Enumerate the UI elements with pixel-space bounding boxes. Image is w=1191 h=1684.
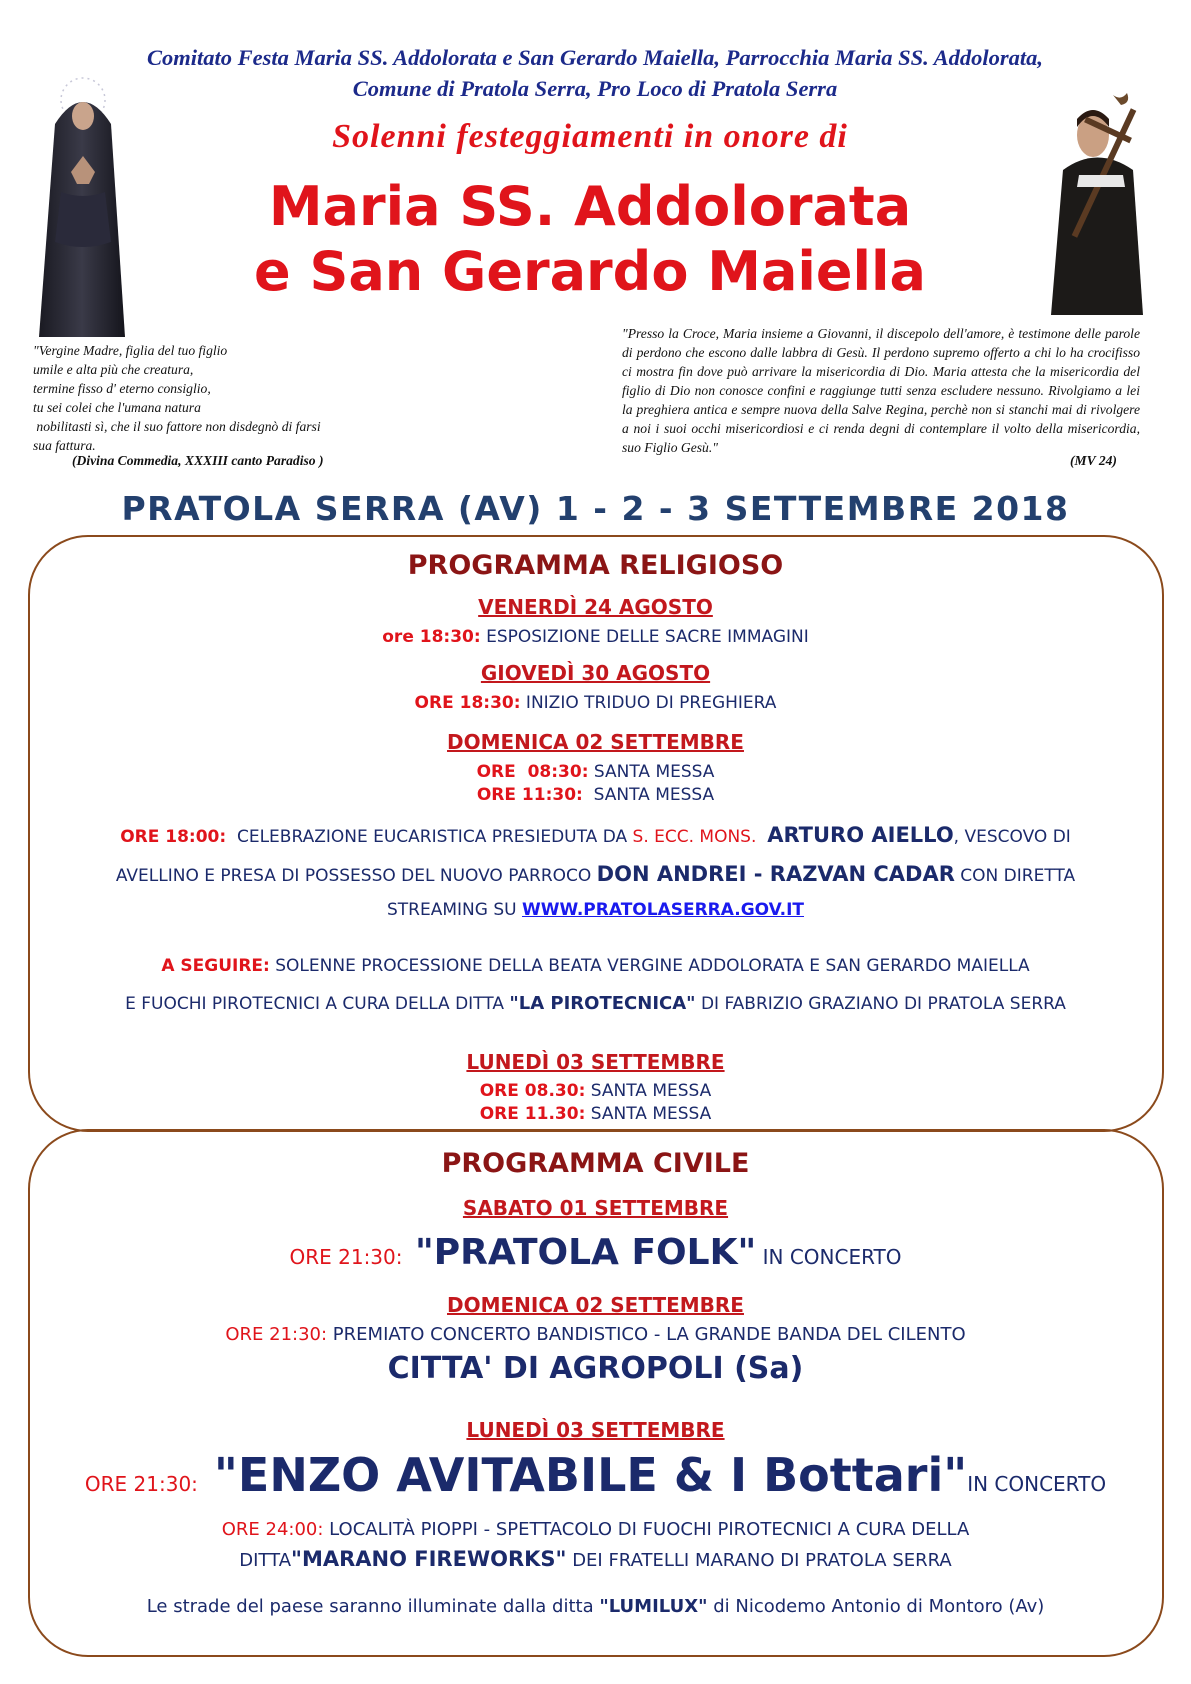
solenni-subtitle: Solenni festeggiamenti in onore di	[332, 118, 848, 155]
place-date-heading: PRATOLA SERRA (AV) 1 - 2 - 3 SETTEMBRE 2018	[121, 489, 1070, 528]
event-text: SANTA MESSA	[582, 785, 715, 805]
time-label: ORE 08.30:	[479, 1081, 586, 1101]
day-heading: SABATO 01 SETTEMBRE	[462, 1196, 729, 1220]
main-title-line2: e San Gerardo Maiella	[254, 240, 926, 303]
time-label: ORE 21:30:	[225, 1324, 328, 1345]
civile-title: PROGRAMMA CIVILE	[441, 1148, 750, 1179]
event-text: STREAMING SU	[387, 900, 522, 920]
schedule-line	[0, 823, 1191, 847]
schedule-line	[0, 785, 1191, 805]
day-heading: VENERDÌ 24 AGOSTO	[478, 595, 713, 619]
main-title-line1: Maria SS. Addolorata	[268, 175, 912, 238]
event-text: DEI FRATELLI MARANO DI PRATOLA SERRA	[566, 1550, 952, 1571]
event-text: SOLENNE PROCESSIONE DELLA BEATA VERGINE ADDOLORATA E SAN GERARDO MAIELLA	[269, 956, 1030, 976]
time-label: ORE 24:00:	[221, 1519, 324, 1540]
event-text: SANTA MESSA	[588, 762, 715, 782]
bishop-name: ARTURO AIELLO	[767, 823, 954, 847]
dante-verse	[33, 341, 413, 455]
time-label: ore 18:30:	[382, 627, 481, 647]
schedule-line	[0, 693, 1191, 713]
footer-note	[0, 1596, 1191, 1617]
day-heading: DOMENICA 02 SETTEMBRE	[447, 730, 744, 754]
mv-citation: (MV 24)	[1070, 453, 1117, 468]
event-text: SANTA MESSA	[585, 1081, 712, 1101]
time-label: ORE 21:30:	[289, 1245, 403, 1269]
event-text: Le strade del paese saranno illuminate dalla ditta	[146, 1596, 600, 1617]
parish-priest-name: DON ANDREI - RAZVAN CADAR	[596, 862, 955, 886]
event-text: AVELLINO E PRESA DI POSSESSO DEL NUOVO PARROCO	[115, 866, 597, 886]
time-label: ORE 08:30:	[476, 762, 589, 782]
bishop-title: S. ECC. MONS.	[632, 827, 757, 847]
schedule-line	[0, 1547, 1191, 1571]
event-text: DITTA	[239, 1550, 292, 1571]
san-gerardo-image	[1043, 75, 1151, 315]
schedule-line	[0, 762, 1191, 782]
event-text: PREMIATO CONCERTO BANDISTICO - LA GRANDE BANDA DEL CILENTO	[327, 1324, 966, 1345]
verse-line: termine fisso d' eterno consiglio,	[33, 381, 211, 396]
lighting-company: "LUMILUX"	[599, 1596, 708, 1617]
act-name: "ENZO AVITABILE & I Bottari"	[197, 1448, 968, 1502]
event-text: IN CONCERTO	[967, 1472, 1107, 1496]
schedule-line	[0, 993, 1191, 1014]
streaming-link[interactable]: WWW.PRATOLASERRA.GOV.IT	[521, 900, 804, 920]
event-text: SANTA MESSA	[585, 1104, 712, 1124]
time-label: ORE 18:00:	[120, 827, 227, 847]
event-text: di Nicodemo Antonio di Montoro (Av)	[707, 1596, 1045, 1617]
dante-citation: (Divina Commedia, XXXIII canto Paradiso )	[72, 453, 324, 468]
schedule-line	[0, 1104, 1191, 1124]
verse-line: sua fattura.	[33, 438, 96, 453]
act-name: "PRATOLA FOLK"	[402, 1232, 757, 1273]
event-text: , VESCOVO DI	[953, 827, 1071, 847]
schedule-line	[0, 900, 1191, 920]
schedule-line	[0, 1081, 1191, 1101]
event-text: CELEBRAZIONE EUCARISTICA PRESIEDUTA DA	[226, 827, 633, 847]
schedule-line	[0, 1519, 1191, 1540]
day-heading: DOMENICA 02 SETTEMBRE	[447, 1293, 744, 1317]
firework-company: "LA PIROTECNICA"	[509, 993, 696, 1014]
event-text: CON DIRETTA	[954, 866, 1076, 886]
schedule-line	[0, 862, 1191, 886]
day-heading: LUNEDÌ 03 SETTEMBRE	[466, 1418, 725, 1442]
time-label: ORE 11:30:	[476, 785, 583, 805]
madonna-addolorata-image	[33, 72, 131, 337]
firework-company: "MARANO FIREWORKS"	[291, 1547, 567, 1571]
day-heading: GIOVEDÌ 30 AGOSTO	[480, 661, 711, 685]
schedule-line	[0, 627, 1191, 647]
religioso-title: PROGRAMMA RELIGIOSO	[407, 550, 784, 581]
event-text: ESPOSIZIONE DELLE SACRE IMMAGINI	[480, 627, 809, 647]
time-label: A SEGUIRE:	[161, 956, 270, 976]
event-text: DI FABRIZIO GRAZIANO DI PRATOLA SERRA	[695, 994, 1066, 1014]
day-heading: LUNEDÌ 03 SETTEMBRE	[466, 1050, 725, 1074]
mv-quote: "Presso la Croce, Maria insieme a Giovanni, il discepolo dell'amore, è testimone delle parole di perdono che escono dalle labbra di Gesù. Il perdono supremo offerto a chi lo ha crocifisso ci mostra fin dove può arrivare la misericordia di Dio. Maria attesta che la misericordia del figlio di Dio non conosce confini e raggiunge tutti senza escludere nessuno. Rivolgiamo a lei la preghiera antica e sempre nuova della Salve Regina, perchè non si stanchi mai di rivolgere a noi i suoi occhi misericordiosi e ci renda degni di contemplare il volto della misericordia, suo Figlio Gesù."	[622, 326, 1140, 455]
time-label: ORE 18:30:	[414, 693, 521, 713]
verse-line: umile e alta più che creatura,	[33, 362, 194, 377]
schedule-line	[0, 1448, 1191, 1502]
schedule-line	[0, 1232, 1191, 1273]
time-label: ORE 21:30:	[84, 1472, 198, 1496]
verse-line: "Vergine Madre, figlia del tuo figlio	[33, 343, 228, 358]
committee-heading: Comitato Festa Maria SS. Addolorata e San Gerardo Maiella, Parrocchia Maria SS. Addolorata, Comune di Pratola Serra, Pro Loco di Pratola Serra	[147, 45, 1043, 101]
verse-line: nobilitasti sì, che il suo fattore non disdegnò di farsi	[33, 419, 321, 434]
time-label: ORE 11.30:	[479, 1104, 586, 1124]
event-text: INIZIO TRIDUO DI PREGHIERA	[520, 693, 777, 713]
event-text: IN CONCERTO	[756, 1245, 902, 1269]
schedule-line	[0, 956, 1191, 976]
event-text: E FUOCHI PIROTECNICI A CURA DELLA DITTA	[125, 994, 510, 1014]
schedule-line	[0, 1324, 1191, 1345]
band-name: CITTA' DI AGROPOLI (Sa)	[387, 1351, 804, 1386]
event-text: LOCALITÀ PIOPPI - SPETTACOLO DI FUOCHI PIROTECNICI A CURA DELLA	[323, 1519, 970, 1540]
verse-line: tu sei colei che l'umana natura	[33, 400, 201, 415]
